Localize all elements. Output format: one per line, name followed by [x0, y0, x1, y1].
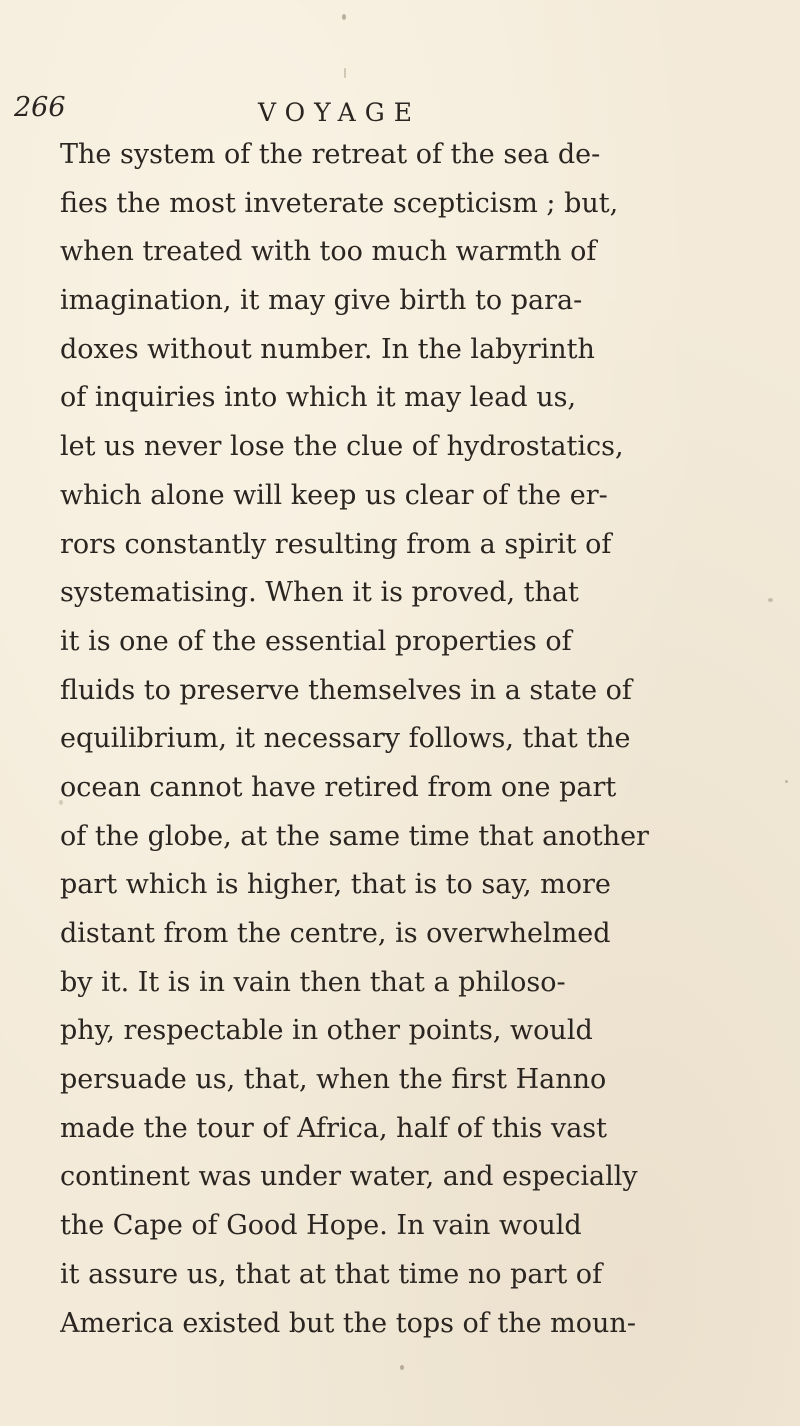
- paper-speck: [400, 1365, 404, 1370]
- paper-speck: [785, 780, 788, 783]
- text-line: of inquiries into which it may lead us,: [60, 382, 577, 414]
- text-line: it is one of the essential properties of: [60, 625, 572, 657]
- text-line: rors constantly resulting from a spirit of: [60, 528, 612, 560]
- text-line: when treated with too much warmth of: [60, 236, 597, 268]
- text-line: it assure us, that at that time no part of: [60, 1258, 603, 1290]
- text-line: The system of the retreat of the sea de-: [60, 139, 601, 170]
- text-line: distant from the centre, is overwhelmed: [60, 918, 611, 949]
- text-line: let us never lose the clue of hydrostatics,: [60, 431, 624, 463]
- paper-speck: [344, 68, 346, 78]
- paper-speck: [59, 800, 63, 805]
- text-line: continent was under water, and especially: [60, 1161, 638, 1193]
- text-line: America existed but the tops of the moun-: [60, 1307, 636, 1339]
- text-line: phy, respectable in other points, would: [60, 1015, 593, 1047]
- paper-speck: [97, 258, 99, 260]
- text-line: imagination, it may give birth to para-: [60, 285, 583, 317]
- text-line: fluids to preserve themselves in a state of: [60, 674, 632, 706]
- text-line: ocean cannot have retired from one part: [60, 771, 617, 803]
- text-line: which alone will keep us clear of the er-: [60, 479, 608, 511]
- text-line: doxes without number. In the labyrinth: [60, 333, 595, 365]
- text-line: equilibrium, it necessary follows, that the: [60, 723, 631, 755]
- body-paragraph: [60, 131, 750, 1348]
- paper-speck: [342, 14, 346, 20]
- text-line: the Cape of Good Hope. In vain would: [60, 1210, 582, 1242]
- text-line: persuade us, that, when the first Hanno: [60, 1064, 607, 1096]
- text-line: fies the most inveterate scepticism ; but,: [60, 187, 619, 219]
- paper-speck: [768, 598, 773, 602]
- text-line: part which is higher, that is to say, more: [60, 869, 611, 901]
- running-head: VOYAGE: [258, 98, 421, 127]
- text-line: of the globe, at the same time that another: [60, 820, 649, 852]
- text-line: made the tour of Africa, half of this vast: [60, 1112, 608, 1144]
- text-line: systematising. When it is proved, that: [60, 577, 579, 609]
- text-line: by it. It is in vain then that a philoso-: [60, 966, 566, 998]
- page-number: 266: [14, 92, 66, 123]
